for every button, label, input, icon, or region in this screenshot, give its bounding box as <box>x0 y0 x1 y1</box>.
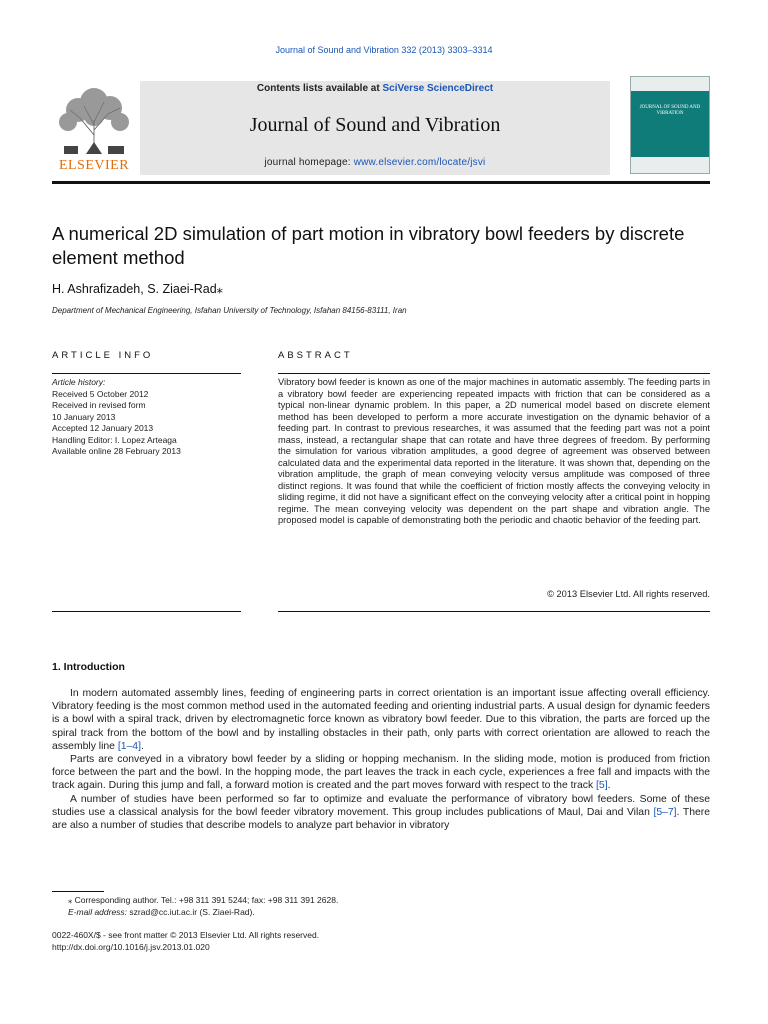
abstract-body: Vibratory bowl feeder is known as one of the major machines in automatic assembly. The feeding parts in a vibratory bowl feeder are experiencing repeated impacts with friction that can be considered as a typical non-linear dynamic problem. In this paper, a 2D numerical model based on discrete element method has been developed to perform a more accurate investigation on the dynamic behavior of a feeding part. In contrast to previous researches, it was assumed that the feeding part was not a point mass, instead, a rectangular shape that can rotate and have three degrees of freedom. By performing the simulation for various vibration amplitudes, a good degree of agreement was observed between calculated data and the experimental data reported in the literature. It was shown that, depending on the vibration amplitude, the graph of mean conveying velocity versus amplitude was composed of three distinct regions. It was found that while the coefficient of friction mostly affects the conveying velocity in sliding regime, it did not have a significant effect on the conveying velocity after a critical point in hopping regime. The mean conveying velocity was dependent on the part shape and vibration angle. The proposed model is capable of demonstrating both the periodic and chaotic behavior of the feeding part. <box>278 377 711 525</box>
introduction-heading: 1. Introduction <box>52 661 125 673</box>
intro-text: A number of studies have been performed so far to optimize and evaluate the performance of vibratory bowl feeders. Some of these studies use a classical analysis for the bowl feeder vibratory movement. This group includes publications of Maul, Dai and Vilan <box>52 793 710 818</box>
reference-link[interactable]: [5] <box>596 780 608 792</box>
front-matter <box>52 930 319 953</box>
history-label: Article history: <box>52 377 106 387</box>
article-info-rule-top <box>52 373 241 374</box>
intro-text: . There are also a number of studies that describe models to analyze part behavior in vibratory <box>52 806 710 832</box>
abstract-copyright: © 2013 Elsevier Ltd. All rights reserved. <box>547 589 710 599</box>
footnotes <box>52 895 338 918</box>
abstract-rule-top <box>278 373 710 374</box>
paper-title: A numerical 2D simulation of part motion in vibratory bowl feeders by discrete element method <box>52 223 685 268</box>
cover-bottom-strip <box>631 157 709 173</box>
article-history <box>52 377 242 458</box>
intro-text: In modern automated assembly lines, feeding of engineering parts in correct orientation is an important issue affecting overall efficiency. Vibratory feeding is the most common method used in the automated feeding and orienting industrial parts. A usual design for dynamic feeders is a bowl with a spiral track, driven by electromagnetic force known as vibratory bowl feeder. Due to this vibration, the parts are forced up the spiral track from the bottom of the bowl and by installing obstacles in their path, only parts with correct orientation are allowed to reach the assembly line <box>52 688 710 752</box>
history-item: Received 5 October 2012 <box>52 388 149 399</box>
journal-title: Journal of Sound and Vibration <box>249 114 501 136</box>
doi-link[interactable]: http://dx.doi.org/10.1016/j.jsv.2013.01.020 <box>52 941 210 952</box>
history-item: Received in revised form <box>52 400 146 410</box>
homepage-line <box>140 157 610 168</box>
article-info-rule-bottom <box>52 611 241 612</box>
history-item: 10 January 2013 <box>52 411 116 422</box>
homepage-link[interactable]: www.elsevier.com/locate/jsvi <box>353 157 486 168</box>
corresponding-author-mark[interactable]: ⁎ <box>216 282 223 296</box>
author-list <box>52 281 223 296</box>
elsevier-wordmark: ELSEVIER <box>58 158 130 173</box>
journal-cover-thumbnail-icon <box>630 76 710 174</box>
sciencedirect-link[interactable]: SciVerse ScienceDirect <box>382 83 494 94</box>
journal-citation[interactable]: Journal of Sound and Vibration 332 (2013) 3303–3314 <box>275 45 493 55</box>
footnote-rule <box>52 891 104 892</box>
contents-prefix: Contents lists available at <box>256 83 383 94</box>
email-address[interactable]: szrad@cc.iut.ac.ir (S. Ziaei-Rad). <box>129 906 255 917</box>
abstract-heading: ABSTRACT <box>278 350 353 361</box>
header-divider <box>52 181 710 184</box>
intro-text: . <box>607 780 611 792</box>
cover-top-strip <box>631 77 709 91</box>
homepage-prefix: journal homepage: <box>264 157 354 168</box>
history-item: Handling Editor: I. Lopez Arteaga <box>52 434 177 445</box>
intro-text: Parts are conveyed in a vibratory bowl feeder by a sliding or hopping mechanism. In the sliding mode, motion is produced from friction force between the part and the bowl. In the hopping mode, the part leaves the track in each cycle, experiences a free fall and impacts with the track again. During this jump and fall, a forward motion is created and the part moves forward with respect to the track <box>52 754 710 792</box>
intro-paragraph <box>52 753 710 793</box>
article-info-heading: ARTICLE INFO <box>52 350 154 361</box>
intro-text: . <box>140 740 144 752</box>
intro-paragraph <box>52 687 710 753</box>
contents-line <box>140 83 610 94</box>
cover-title: JOURNAL OF SOUND AND VIBRATION <box>639 105 701 116</box>
reference-link[interactable]: [1–4] <box>117 740 141 752</box>
introduction-body <box>52 687 710 832</box>
author-affiliation: Department of Mechanical Engineering, Isfahan University of Technology, Isfahan 84156-83111, Iran <box>52 306 407 315</box>
issn-line: 0022-460X/$ - see front matter © 2013 Elsevier Ltd. All rights reserved. <box>52 930 320 940</box>
corresponding-author-note: ⁎ Corresponding author. Tel.: +98 311 391 5244; fax: +98 311 391 2628. <box>68 895 339 905</box>
email-label: E-mail address: <box>68 906 130 917</box>
authors-names[interactable]: H. Ashrafizadeh, S. Ziaei-Rad <box>52 282 217 296</box>
journal-header-band <box>140 81 610 175</box>
history-item: Accepted 12 January 2013 <box>52 423 154 433</box>
email-note <box>52 907 338 919</box>
history-item: Available online 28 February 2013 <box>52 446 181 456</box>
reference-link[interactable]: [5–7] <box>653 806 677 818</box>
abstract-rule-bottom <box>278 611 710 612</box>
intro-paragraph <box>52 793 710 833</box>
